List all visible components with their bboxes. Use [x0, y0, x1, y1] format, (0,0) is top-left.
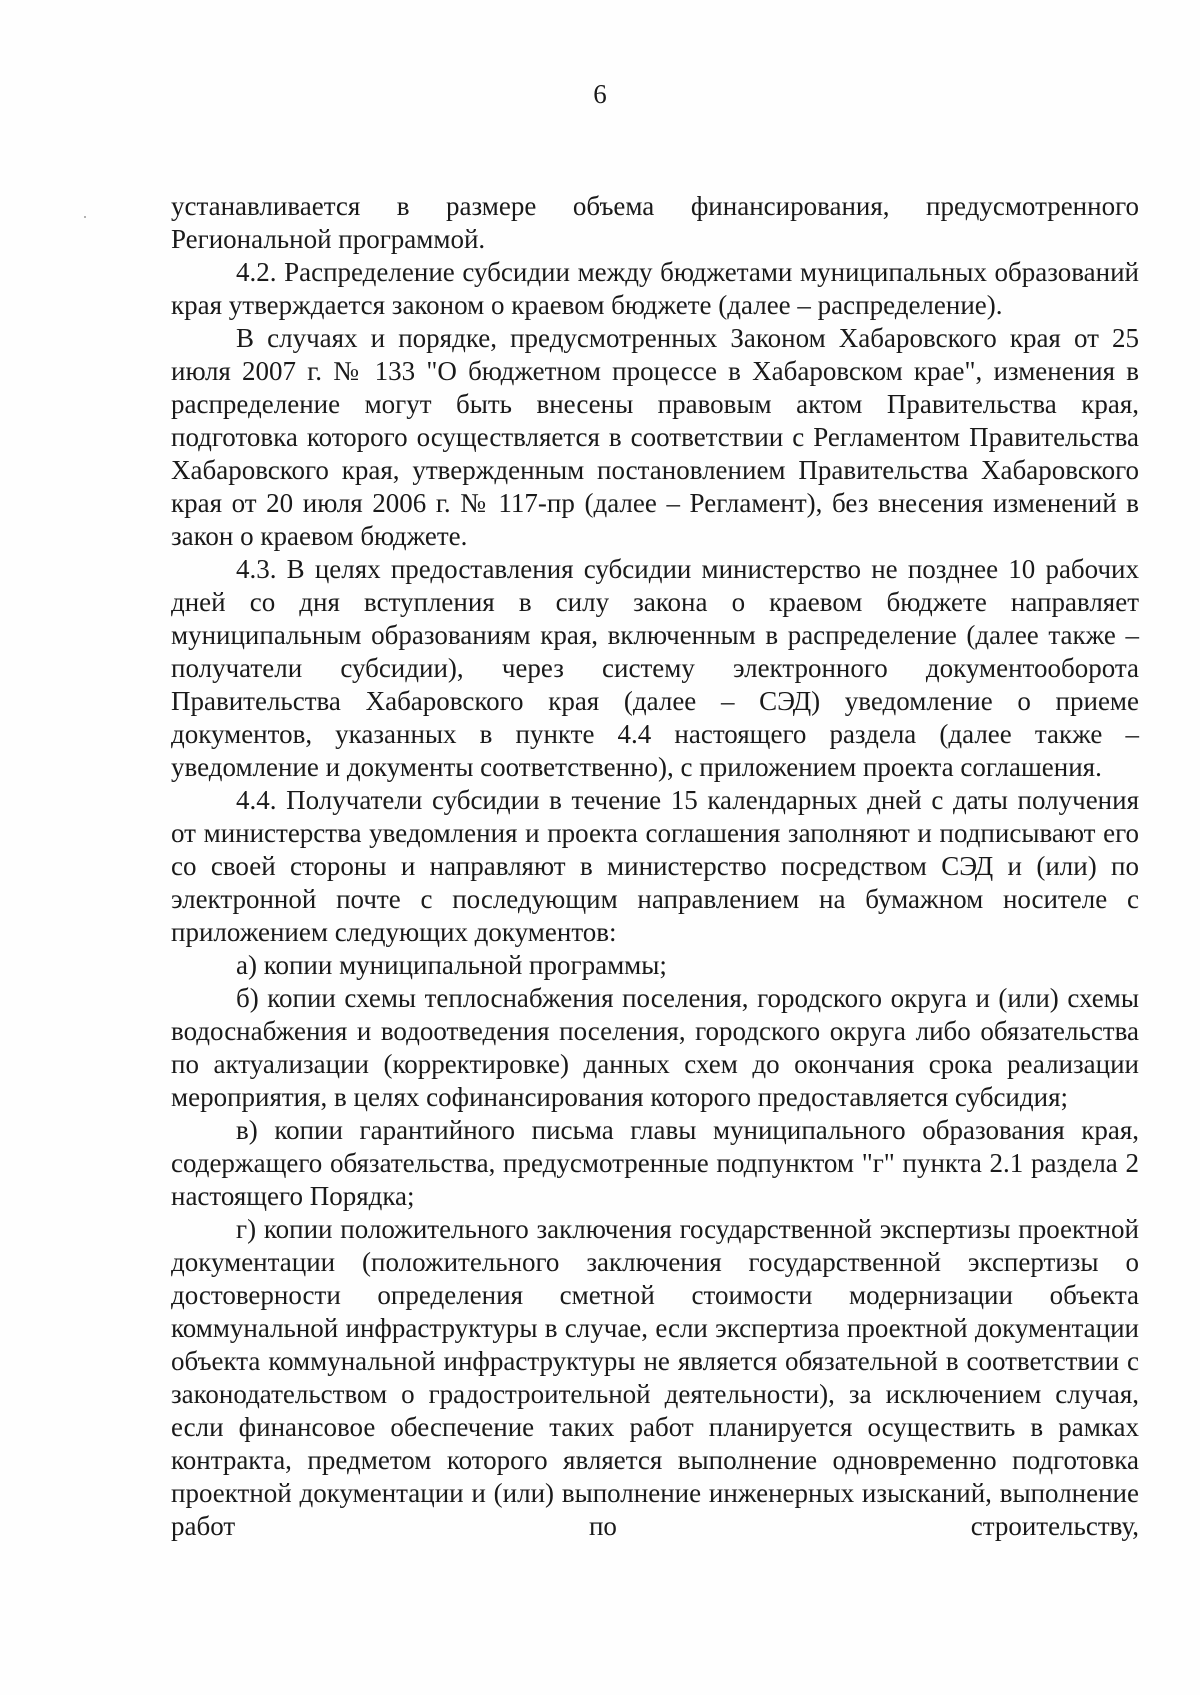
paragraph-continuation: устанавливается в размере объема финансирования, предусмотренного Региональной программой.: [171, 191, 1139, 254]
list-item-b: б) копии схемы теплоснабжения поселения, городского округа и (или) схемы водоснабжения и водоотведения поселения, городского округа либо обязательства по актуализации (корректировке) данных схем до окончания срока реализации мероприятия, в целях софинансирования которого предоставляется субсидия;: [171, 983, 1139, 1112]
paragraph-4-4: 4.4. Получатели субсидии в течение 15 календарных дней с даты получения от министерства уведомления и проекта соглашения заполняют и подписывают его со своей стороны и направляют в министерство посредством СЭД и (или) по электронной почте с последующим направлением на бумажном носителе с приложением следующих документов:: [171, 785, 1139, 947]
body-text: [171, 190, 1139, 1543]
page-number: 6: [593, 79, 607, 109]
list-item-a: а) копии муниципальной программы;: [236, 950, 667, 980]
paragraph-4-2: 4.2. Распределение субсидии между бюджетами муниципальных образований края утверждается законом о краевом бюджете (далее – распределение).: [171, 257, 1139, 320]
paragraph-budget-law: В случаях и порядке, предусмотренных Законом Хабаровского края от 25 июля 2007 г. № 133 "О бюджетном процессе в Хабаровском крае", изменения в распределение могут быть внесены правовым актом Правительства края, подготовка которого осуществляется в соответствии с Регламентом Правительства Хабаровского края, утвержденным постановлением Правительства Хабаровского края от 20 июля 2006 г. № 117-пр (далее – Регламент), без внесения изменений в закон о краевом бюджете.: [171, 323, 1139, 551]
scan-speck: [84, 216, 86, 218]
paragraph-4-3: 4.3. В целях предоставления субсидии министерство не позднее 10 рабочих дней со дня вступления в силу закона о краевом бюджете направляет муниципальным образованиям края, включенным в распределение (далее также – получатели субсидии), через систему электронного документооборота Правительства Хабаровского края (далее – СЭД) уведомление о приеме документов, указанных в пункте 4.4 настоящего раздела (далее также – уведомление и документы соответственно), с приложением проекта соглашения.: [171, 554, 1139, 782]
list-item-v: в) копии гарантийного письма главы муниципального образования края, содержащего обязательства, предусмотренные подпунктом "г" пункта 2.1 раздела 2 настоящего Порядка;: [171, 1115, 1139, 1211]
list-item-g: г) копии положительного заключения государственной экспертизы проектной документации (положительного заключения государственной экспертизы о достоверности определения сметной стоимости модернизации объекта коммунальной инфраструктуры в случае, если экспертиза проектной документации объекта коммунальной инфраструктуры не является обязательной в соответствии с законодательством о градостроительной деятельности), за исключением случая, если финансовое обеспечение таких работ планируется осуществить в рамках контракта, предметом которого является выполнение одновременно подготовка проектной документации и (или) выполнение инженерных изысканий, выполнение работ по строительству,: [171, 1214, 1139, 1541]
